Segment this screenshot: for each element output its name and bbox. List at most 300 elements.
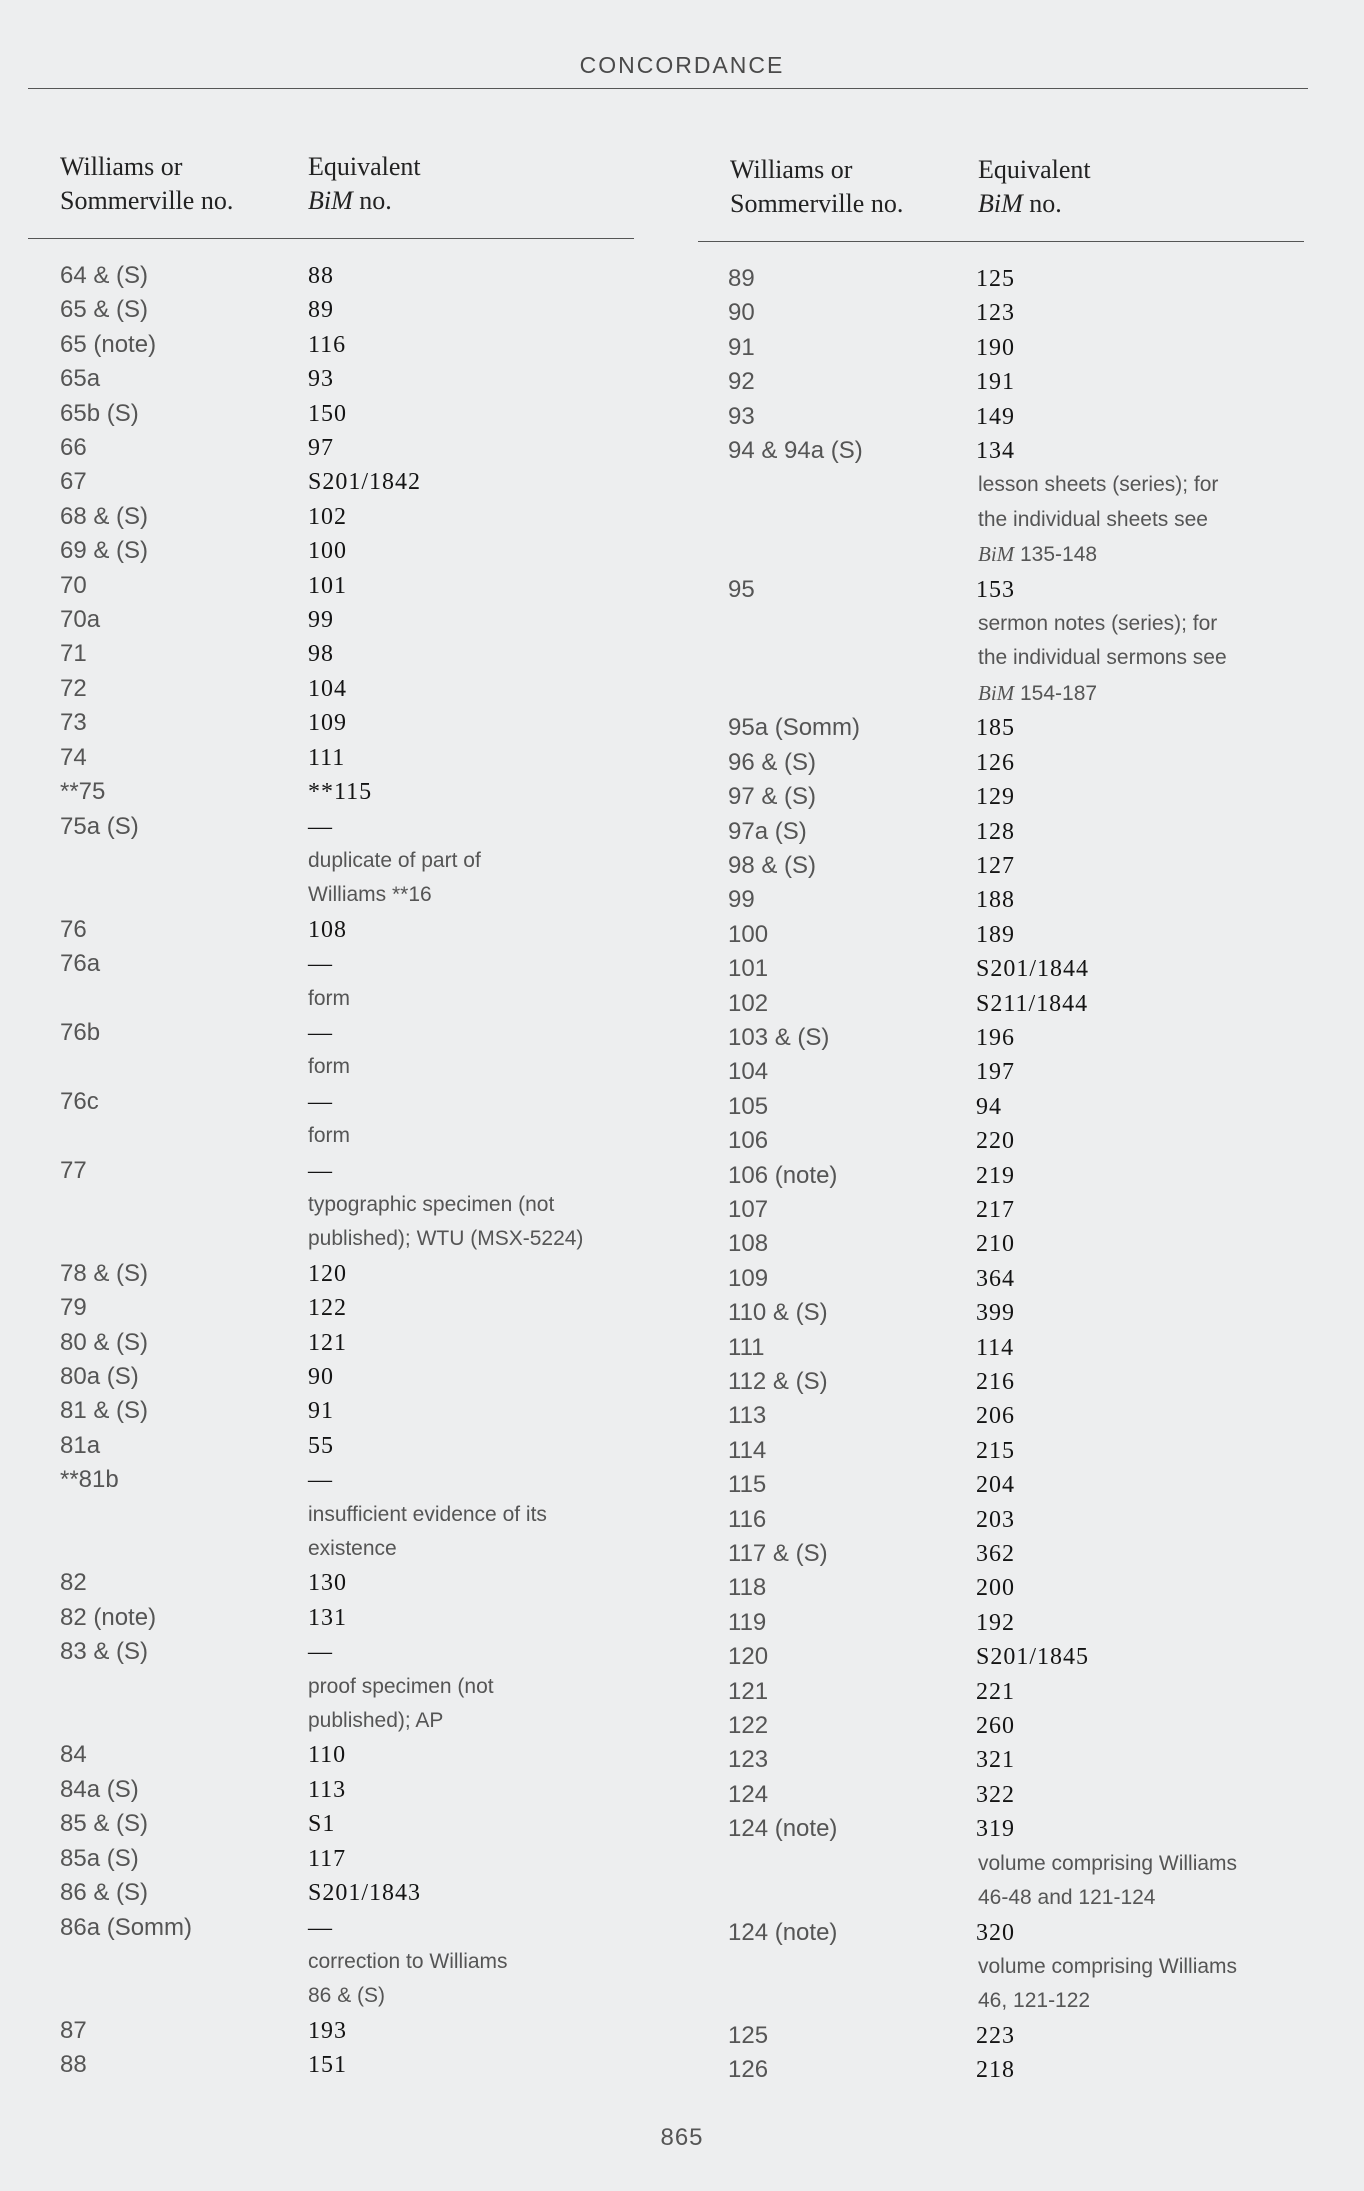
williams-number: 84a (S) <box>60 1775 139 1803</box>
table-row <box>698 1916 1304 1950</box>
bim-number: 134 <box>976 438 1015 465</box>
table-row <box>698 1262 1304 1296</box>
bim-number: 120 <box>308 1260 347 1287</box>
williams-number: 115 <box>728 1471 767 1499</box>
heading-bim-italic: BiM <box>978 189 1023 218</box>
note-text: form <box>308 986 350 1010</box>
williams-number: 106 (note) <box>728 1161 838 1189</box>
bim-number: 131 <box>308 1604 347 1631</box>
bim-number: S201/1844 <box>976 956 1090 983</box>
bim-number: 100 <box>308 538 347 565</box>
williams-number: 103 & (S) <box>728 1023 830 1051</box>
williams-number: 72 <box>60 674 87 702</box>
bim-number: 192 <box>976 1609 1015 1636</box>
williams-number: 123 <box>728 1746 769 1774</box>
williams-number: 117 & (S) <box>728 1540 828 1568</box>
bim-number: 322 <box>976 1781 1015 1808</box>
table-row <box>698 1296 1304 1330</box>
williams-number: 65b (S) <box>60 399 139 427</box>
note-row <box>698 676 1304 711</box>
table-row <box>28 500 634 534</box>
bim-number: 122 <box>308 1295 347 1322</box>
table-row <box>28 2048 634 2082</box>
heading-williams-line1: Williams or <box>730 155 853 184</box>
table-row <box>28 397 634 431</box>
table-row <box>698 1124 1304 1158</box>
williams-number: 113 <box>728 1402 767 1430</box>
williams-number: 76 <box>60 915 87 943</box>
bim-number: 399 <box>976 1300 1015 1327</box>
williams-number: 86 & (S) <box>60 1879 149 1907</box>
williams-number: 126 <box>728 2056 769 2084</box>
note-text: published); AP <box>308 1709 444 1733</box>
left-table-body <box>28 259 634 2083</box>
williams-number: 81 & (S) <box>60 1397 149 1425</box>
williams-number: 70 <box>60 571 87 599</box>
table-row <box>28 1842 634 1876</box>
bim-number: 320 <box>976 1919 1015 1946</box>
note-row <box>698 1984 1304 2018</box>
table-row <box>698 1193 1304 1227</box>
williams-number: 73 <box>60 709 87 737</box>
williams-number: 116 <box>728 1505 767 1533</box>
table-row <box>28 1738 634 1772</box>
note-row <box>698 1847 1304 1881</box>
williams-number: 112 & (S) <box>728 1368 828 1395</box>
note-spacer <box>28 1532 308 1566</box>
williams-number: 71 <box>60 640 87 668</box>
table-row <box>28 1360 634 1394</box>
williams-number: 84 <box>60 1741 87 1769</box>
table-row <box>698 400 1304 434</box>
table-row <box>698 952 1304 986</box>
note-row <box>28 878 634 912</box>
heading-bim-italic: BiM <box>308 186 353 215</box>
bim-number: 90 <box>308 1364 334 1390</box>
heading-williams-line2: Sommerville no. <box>730 189 904 218</box>
williams-number: 114 <box>728 1436 767 1464</box>
bim-number: 89 <box>308 297 334 324</box>
note-spacer <box>698 1950 978 1984</box>
williams-number: 118 <box>728 1574 767 1602</box>
bim-number: S201/1843 <box>308 1880 422 1907</box>
bim-number: — <box>308 1467 333 1494</box>
heading-bim-suffix: no. <box>352 186 392 215</box>
bim-number: 104 <box>308 675 347 702</box>
note-spacer <box>28 878 308 912</box>
williams-number: 104 <box>728 1058 769 1086</box>
williams-number: 75a (S) <box>60 812 139 840</box>
williams-number: 76b <box>60 1018 101 1046</box>
note-text: 86 & (S) <box>308 1984 386 2008</box>
table-row <box>698 331 1304 365</box>
table-row <box>28 810 634 844</box>
table-row <box>28 1876 634 1910</box>
table-row <box>28 1911 634 1945</box>
note-text: the individual sheets see <box>978 507 1208 531</box>
williams-number: 102 <box>728 989 769 1017</box>
williams-number: 65 (note) <box>60 330 157 358</box>
table-row <box>28 1394 634 1428</box>
heading-williams-line2: Sommerville no. <box>60 186 234 215</box>
note-row <box>28 1119 634 1153</box>
column-rule <box>698 241 1304 242</box>
bim-number: 206 <box>976 1403 1015 1430</box>
note-row <box>28 1670 634 1704</box>
table-row <box>28 569 634 603</box>
table-row <box>28 1566 634 1600</box>
williams-number: 66 <box>60 434 87 462</box>
williams-number: 76a <box>60 950 101 978</box>
williams-number: 87 <box>60 2016 87 2044</box>
bim-number: 203 <box>976 1506 1015 1533</box>
williams-number: 94 & 94a (S) <box>728 437 863 465</box>
bim-number: — <box>308 951 333 978</box>
table-row <box>698 1434 1304 1468</box>
bim-number: — <box>308 1019 333 1046</box>
note-spacer <box>698 676 978 711</box>
table-row <box>698 1468 1304 1502</box>
bim-number: 101 <box>308 572 347 599</box>
heading-williams <box>698 153 978 241</box>
note-row <box>28 1532 634 1566</box>
table-row <box>698 849 1304 883</box>
bim-number: 150 <box>308 400 347 427</box>
williams-number: 92 <box>728 368 755 396</box>
table-row <box>698 296 1304 330</box>
williams-number: 124 <box>728 1780 769 1808</box>
right-column <box>698 153 1304 2088</box>
heading-williams-line1: Williams or <box>60 152 183 181</box>
note-text <box>978 676 1304 711</box>
bim-number: 91 <box>308 1398 334 1425</box>
note-spacer <box>28 1704 308 1738</box>
table-row <box>698 1021 1304 1055</box>
bim-number: 149 <box>976 403 1015 430</box>
note-italic: BiM <box>978 680 1015 705</box>
williams-number: 68 & (S) <box>60 502 149 530</box>
bim-number: 98 <box>308 641 334 668</box>
left-column <box>28 150 634 2083</box>
bim-number: 99 <box>308 607 334 634</box>
table-row <box>28 1085 634 1119</box>
bim-number: 111 <box>308 744 346 771</box>
note-spacer <box>28 1498 308 1532</box>
note-row <box>698 537 1304 572</box>
table-row <box>28 2014 634 2048</box>
note-row <box>28 1222 634 1256</box>
note-spacer <box>28 1119 308 1153</box>
williams-number: 83 & (S) <box>60 1638 149 1666</box>
bim-number: 364 <box>976 1265 1015 1292</box>
note-italic: BiM <box>978 542 1015 567</box>
bim-number: S201/1845 <box>976 1644 1090 1671</box>
bim-number: 210 <box>976 1231 1015 1258</box>
note-text: the individual sermons see <box>978 646 1227 670</box>
bim-number: 113 <box>308 1776 347 1803</box>
williams-number: 70a <box>60 606 101 634</box>
bim-number: 114 <box>976 1334 1015 1361</box>
table-row <box>28 328 634 362</box>
table-row <box>698 1606 1304 1640</box>
bim-number: 129 <box>976 784 1015 811</box>
bim-number: 196 <box>976 1024 1015 1051</box>
note-text: lesson sheets (series); for <box>978 473 1219 497</box>
note-row <box>28 982 634 1016</box>
table-row <box>698 1537 1304 1571</box>
note-row <box>28 1188 634 1222</box>
note-spacer <box>28 1945 308 1979</box>
williams-number: 95a (Somm) <box>728 714 861 742</box>
table-row <box>28 741 634 775</box>
bim-number: 88 <box>308 263 334 289</box>
table-row <box>698 1331 1304 1365</box>
table-row <box>28 431 634 465</box>
note-text: form <box>308 1055 350 1079</box>
note-spacer <box>698 503 978 537</box>
note-row <box>28 844 634 878</box>
running-header: CONCORDANCE <box>579 52 785 78</box>
heading-bim-line1: Equivalent <box>308 152 421 181</box>
note-row <box>698 607 1304 641</box>
note-text: volume comprising Williams <box>978 1851 1238 1875</box>
bim-number: 123 <box>976 300 1015 327</box>
note-spacer <box>28 1050 308 1084</box>
williams-number: 85a (S) <box>60 1844 139 1872</box>
williams-number: 122 <box>728 1712 769 1740</box>
bim-number: 190 <box>976 334 1015 361</box>
note-text <box>978 537 1304 572</box>
bim-number: 188 <box>976 887 1015 914</box>
bim-number: 221 <box>976 1678 1015 1705</box>
note-spacer <box>698 641 978 675</box>
bim-number: 197 <box>976 1059 1015 1086</box>
bim-number: 321 <box>976 1747 1015 1774</box>
williams-number: 82 <box>60 1569 87 1597</box>
williams-number: 124 (note) <box>728 1918 838 1946</box>
williams-number: 67 <box>60 468 87 496</box>
heading-bim <box>978 153 1304 241</box>
williams-number: 90 <box>728 299 755 327</box>
table-row <box>28 947 634 981</box>
table-row <box>28 1326 634 1360</box>
williams-number: 100 <box>728 920 769 948</box>
williams-number: 97 & (S) <box>728 783 817 811</box>
williams-number: 77 <box>60 1156 87 1184</box>
page-number: 865 <box>660 2124 704 2151</box>
table-row <box>698 815 1304 849</box>
note-row <box>28 1498 634 1532</box>
williams-number: 69 & (S) <box>60 537 149 565</box>
table-row <box>28 1257 634 1291</box>
bim-number: 260 <box>976 1713 1015 1740</box>
bim-number: 219 <box>976 1162 1015 1189</box>
williams-number: 121 <box>728 1677 769 1705</box>
table-row <box>698 883 1304 917</box>
williams-number: 119 <box>728 1608 767 1636</box>
table-row <box>698 1778 1304 1812</box>
bim-number: 121 <box>308 1329 347 1356</box>
williams-number: 111 <box>728 1333 765 1361</box>
note-spacer <box>698 468 978 502</box>
note-spacer <box>698 1984 978 2018</box>
table-row <box>28 1773 634 1807</box>
table-row <box>698 918 1304 952</box>
table-row <box>28 362 634 396</box>
note-text: Williams **16 <box>308 883 432 907</box>
note-spacer <box>698 537 978 572</box>
table-row <box>698 1571 1304 1605</box>
bim-number: 215 <box>976 1437 1015 1464</box>
note-spacer <box>698 1847 978 1881</box>
bim-number: 130 <box>308 1570 347 1597</box>
table-row <box>698 573 1304 607</box>
table-row <box>698 1227 1304 1261</box>
table-row <box>28 465 634 499</box>
williams-number: 80a (S) <box>60 1363 139 1390</box>
bim-number: 216 <box>976 1369 1015 1395</box>
heading-bim-line2 <box>308 184 634 218</box>
note-suffix: 135-148 <box>1014 543 1098 567</box>
note-text: 46, 121-122 <box>978 1989 1091 2013</box>
williams-number: 78 & (S) <box>60 1259 149 1287</box>
table-row <box>28 913 634 947</box>
bim-number: 191 <box>976 369 1015 396</box>
note-text: 46-48 and 121-124 <box>978 1886 1156 1910</box>
table-row <box>698 434 1304 468</box>
williams-number: 106 <box>728 1127 769 1155</box>
table-row <box>698 1399 1304 1433</box>
williams-number: 88 <box>60 2051 87 2079</box>
note-text: proof specimen (not <box>308 1674 494 1698</box>
note-spacer <box>28 1979 308 2013</box>
heading-bim-line1: Equivalent <box>978 155 1091 184</box>
note-spacer <box>28 1670 308 1704</box>
table-row <box>698 746 1304 780</box>
heading-bim-line2 <box>978 187 1304 221</box>
note-text: volume comprising Williams <box>978 1954 1238 1978</box>
williams-number: 93 <box>728 402 755 430</box>
bim-number: S201/1842 <box>308 469 422 496</box>
bim-number: 362 <box>976 1541 1015 1568</box>
bim-number: 126 <box>976 749 1015 776</box>
table-row <box>698 1743 1304 1777</box>
bim-number: 200 <box>976 1575 1015 1602</box>
williams-number: 96 & (S) <box>728 748 817 776</box>
note-row <box>28 1050 634 1084</box>
note-row <box>28 1979 634 2013</box>
williams-number: 107 <box>728 1195 769 1223</box>
table-row <box>698 365 1304 399</box>
note-text: correction to Williams <box>308 1949 508 1973</box>
williams-number: **75 <box>60 778 106 806</box>
header-rule <box>28 88 1308 89</box>
bim-number: 217 <box>976 1196 1015 1223</box>
bim-number: 116 <box>308 331 347 358</box>
note-text: published); WTU (MSX-5224) <box>308 1227 584 1251</box>
table-row <box>698 1675 1304 1709</box>
bim-number: — <box>308 1088 333 1115</box>
right-table-body <box>698 262 1304 2088</box>
williams-number: 85 & (S) <box>60 1810 149 1838</box>
table-row <box>28 1291 634 1325</box>
bim-number: — <box>308 1914 333 1941</box>
bim-number: 110 <box>308 1742 347 1769</box>
note-row <box>698 503 1304 537</box>
note-row <box>698 468 1304 502</box>
table-row <box>698 1709 1304 1743</box>
williams-number: 82 (note) <box>60 1603 157 1631</box>
bim-number: 97 <box>308 435 334 462</box>
williams-number: 65 & (S) <box>60 296 149 324</box>
bim-number: 128 <box>976 818 1015 845</box>
table-row <box>28 775 634 809</box>
table-row <box>28 603 634 637</box>
table-row <box>28 672 634 706</box>
table-row <box>28 1154 634 1188</box>
bim-number: 117 <box>308 1845 347 1872</box>
table-row <box>698 2053 1304 2087</box>
bim-number: 193 <box>308 2017 347 2044</box>
note-row <box>698 1881 1304 1915</box>
williams-number: 79 <box>60 1294 87 1322</box>
bim-number: 151 <box>308 2052 347 2079</box>
williams-number: 86a (Somm) <box>60 1913 193 1941</box>
williams-number: 81a <box>60 1431 101 1459</box>
note-spacer <box>698 607 978 641</box>
note-row <box>28 1704 634 1738</box>
note-text: existence <box>308 1537 397 1561</box>
table-row <box>28 534 634 568</box>
williams-number: 80 & (S) <box>60 1328 149 1356</box>
table-row <box>698 1055 1304 1089</box>
bim-number: 108 <box>308 916 347 943</box>
table-row <box>698 1503 1304 1537</box>
williams-number: 101 <box>728 955 769 983</box>
bim-number: 185 <box>976 715 1015 742</box>
note-spacer <box>28 844 308 878</box>
table-row <box>28 1016 634 1050</box>
note-row <box>28 1945 634 1979</box>
note-spacer <box>28 1188 308 1222</box>
note-row <box>698 641 1304 675</box>
williams-number: 95 <box>728 575 755 603</box>
williams-number: 124 (note) <box>728 1815 838 1843</box>
table-row <box>698 1812 1304 1846</box>
note-spacer <box>698 1881 978 1915</box>
table-row <box>698 1090 1304 1124</box>
bim-number: 93 <box>308 366 334 393</box>
bim-number: S1 <box>308 1811 336 1838</box>
table-row <box>28 1429 634 1463</box>
williams-number: **81b <box>60 1466 119 1494</box>
heading-bim <box>308 150 634 238</box>
williams-number: 65a <box>60 365 101 393</box>
table-row <box>28 1601 634 1635</box>
table-row <box>28 1635 634 1669</box>
note-spacer <box>28 1222 308 1256</box>
bim-number: 220 <box>976 1128 1015 1155</box>
column-rule <box>28 238 634 239</box>
bim-number: 109 <box>308 710 347 737</box>
bim-number: **115 <box>308 779 373 806</box>
williams-number: 105 <box>728 1092 769 1120</box>
bim-number: 218 <box>976 2057 1015 2084</box>
table-row <box>28 1807 634 1841</box>
note-text: sermon notes (series); for <box>978 612 1218 636</box>
note-spacer <box>28 982 308 1016</box>
bim-number: — <box>308 1157 333 1184</box>
